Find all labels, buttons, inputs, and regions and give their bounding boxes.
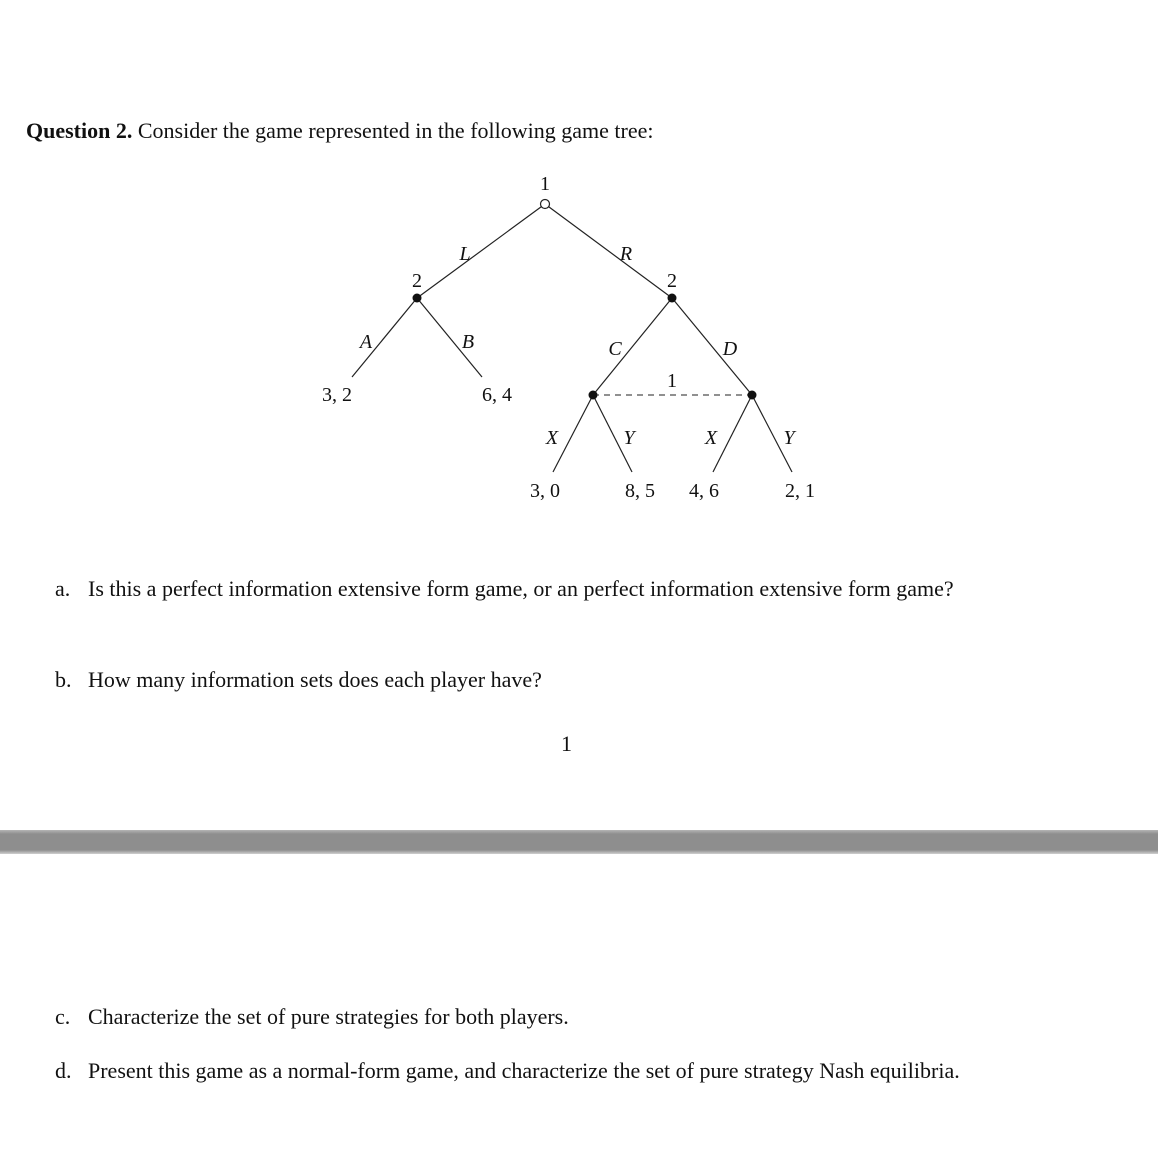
payoff-CY: 8, 5 [625,480,655,502]
decision-node-right [668,294,677,303]
question-intro: Consider the game represented in the following game tree: [137,118,654,143]
branch-X1 [553,395,593,472]
branch-D [672,298,752,395]
action-label-X2: X [704,427,718,449]
root-node [541,200,550,209]
item-text: How many information sets does each player have? [88,667,542,692]
payoff-A: 3, 2 [322,384,352,406]
page-number: 1 [561,731,572,756]
question-item-a [55,570,1111,607]
item-marker: a. [55,576,71,601]
question-label: Question 2. [26,118,133,143]
action-label-R: R [619,243,633,265]
action-label-D: D [722,338,738,360]
info-set-player-label: 1 [667,370,677,392]
page-break-bar [0,830,1158,854]
action-label-C: C [608,338,622,360]
question-item-d [55,1052,1111,1089]
branch-C [593,298,672,395]
item-text: Present this game as a normal-form game, and characterize the set of pure strategy Nash equilibria. [88,1058,960,1083]
decision-node-left [413,294,422,303]
action-label-L: L [459,243,471,265]
info-node-left [589,391,598,400]
branch-R [545,204,672,298]
action-label-A: A [359,331,373,353]
question-item-c [55,998,1111,1035]
game-tree [300,170,840,510]
item-text: Characterize the set of pure strategies for both players. [88,1004,569,1029]
question-heading [26,114,653,148]
item-marker: c. [55,1004,71,1029]
item-marker: b. [55,667,72,692]
info-node-right [748,391,757,400]
payoff-DY: 2, 1 [785,480,815,502]
root-player-label: 1 [540,173,550,195]
payoff-CX: 3, 0 [530,480,560,502]
action-label-Y1: Y [623,427,635,449]
action-label-X1: X [545,427,559,449]
question-item-b [55,661,1111,698]
payoff-B: 6, 4 [482,384,512,406]
action-label-Y2: Y [783,427,795,449]
left-player-label: 2 [412,270,422,292]
branch-X2 [713,395,752,472]
action-label-B: B [461,331,475,353]
branch-L [417,204,545,298]
item-marker: d. [55,1058,72,1083]
payoff-DX: 4, 6 [689,480,719,502]
item-text: Is this a perfect information extensive form game, or an perfect information extensive form game? [88,576,954,601]
right-player-label: 2 [667,270,677,292]
